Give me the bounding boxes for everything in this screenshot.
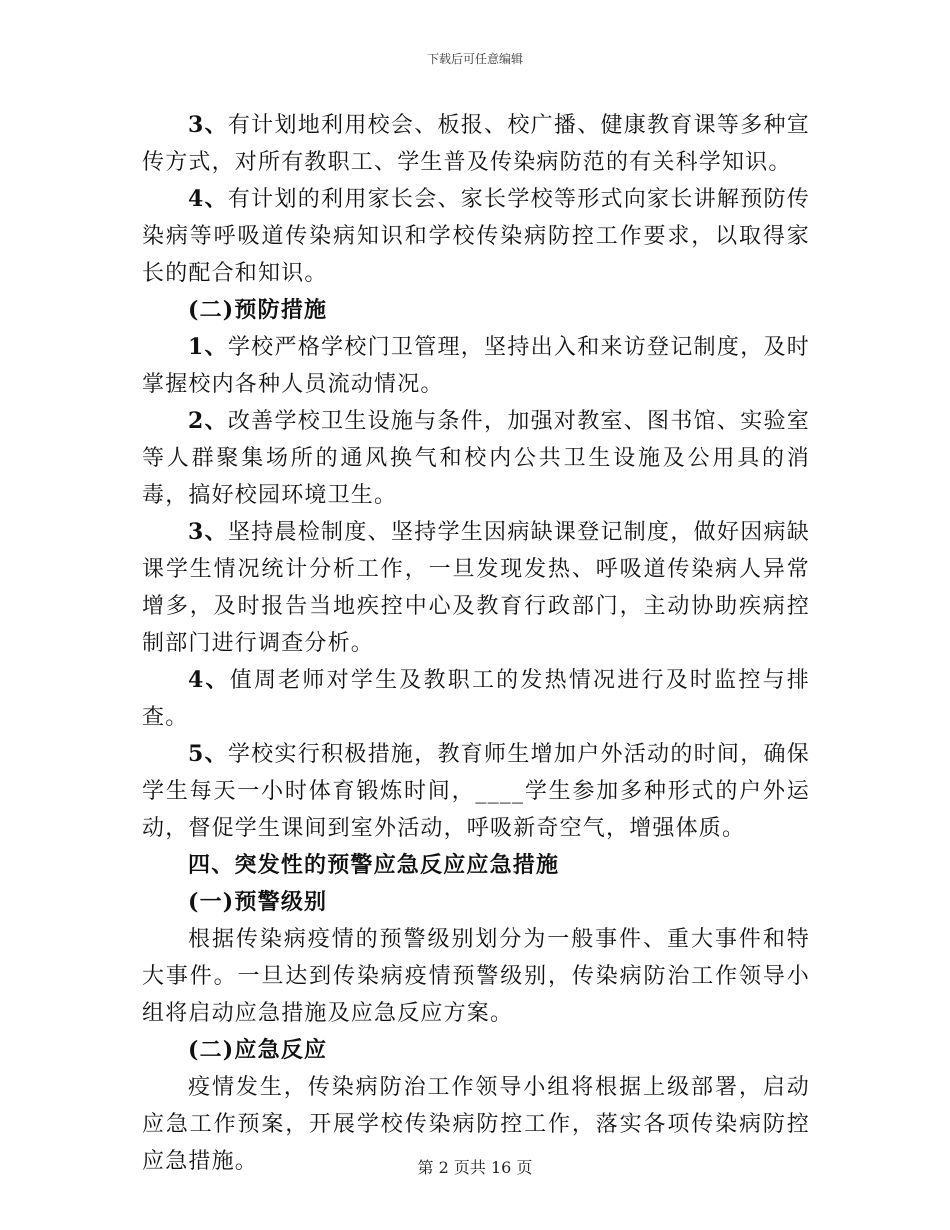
- paragraph-warning-level: 根据传染病疫情的预警级别划分为一般事件、重大事件和特大事件。一旦达到传染病疫情预警级别，传染病防治工作领导小组将启动应急措施及应急反应方案。: [142, 927, 810, 1026]
- paragraph-5-outdoor: [142, 736, 810, 847]
- paragraph-response: 疫情发生，传染病防治工作领导小组将根据上级部署，启动应急工作预案，开展学校传染病防控工作，落实各项传染病防控应急措施。: [142, 1075, 810, 1174]
- paragraph-text: 学校实行积极措施，教育师生增加户外活动的时间，确保学生每天一小时体育锻炼时间，____学生参加多种形式的户外运动，督促学生课间到室外活动，呼吸新奇空气，增强体质。: [142, 742, 810, 841]
- section-heading-warning-level: (一)预警级别: [188, 889, 328, 915]
- paragraph-3-morning-check: [142, 514, 810, 662]
- paragraph-text: 有计划地利用校会、板报、校广播、健康教育课等多种宣传方式，对所有教职工、学生普及传染病防范的有关科学知识。: [142, 113, 810, 175]
- paragraph-text: 改善学校卫生设施与条件，加强对教室、图书馆、实验室等人群聚集场所的通风换气和校内公共卫生设施及公用具的消毒，搞好校园环境卫生。: [142, 409, 810, 508]
- item-number: 5、: [188, 741, 228, 767]
- item-number: 3、: [188, 519, 228, 545]
- document-body: [142, 107, 810, 1180]
- paragraph-text: 有计划的利用家长会、家长学校等形式向家长讲解预防传染病等呼吸道传染病知识和学校传染病防控工作要求，以取得家长的配合和知识。: [142, 187, 810, 286]
- item-number: 1、: [188, 334, 228, 360]
- paragraph-text: 坚持晨检制度、坚持学生因病缺课登记制度，做好因病缺课学生情况统计分析工作，一旦发现发热、呼吸道传染病人异常增多，及时报告当地疾控中心及教育行政部门，主动协助疾病控制部门进行调查分析。: [142, 520, 810, 656]
- item-number: 2、: [188, 408, 228, 434]
- paragraph-3-publicity: [142, 107, 810, 181]
- paragraph-text: 学校严格学校门卫管理，坚持出入和来访登记制度，及时掌握校内各种人员流动情况。: [142, 335, 810, 397]
- paragraph-2-sanitation: [142, 403, 810, 514]
- paragraph-text: 值周老师对学生及教职工的发热情况进行及时监控与排查。: [142, 668, 810, 730]
- item-number: 3、: [188, 112, 228, 138]
- paragraph-4-parents: [142, 181, 810, 292]
- paragraph-4-monitoring: [142, 662, 810, 736]
- section-heading-emergency: 四、突发性的预警应急反应应急措施: [188, 852, 560, 878]
- page-header: 下载后可任意编辑: [426, 52, 523, 66]
- item-number: 4、: [188, 186, 228, 212]
- item-number: 4、: [188, 667, 230, 693]
- section-heading-response: (二)应急反应: [188, 1037, 328, 1063]
- page-footer: 第 2 页共 16 页: [417, 1158, 533, 1177]
- paragraph-1-gate: [142, 329, 810, 403]
- section-heading-prevention: (二)预防措施: [188, 297, 328, 323]
